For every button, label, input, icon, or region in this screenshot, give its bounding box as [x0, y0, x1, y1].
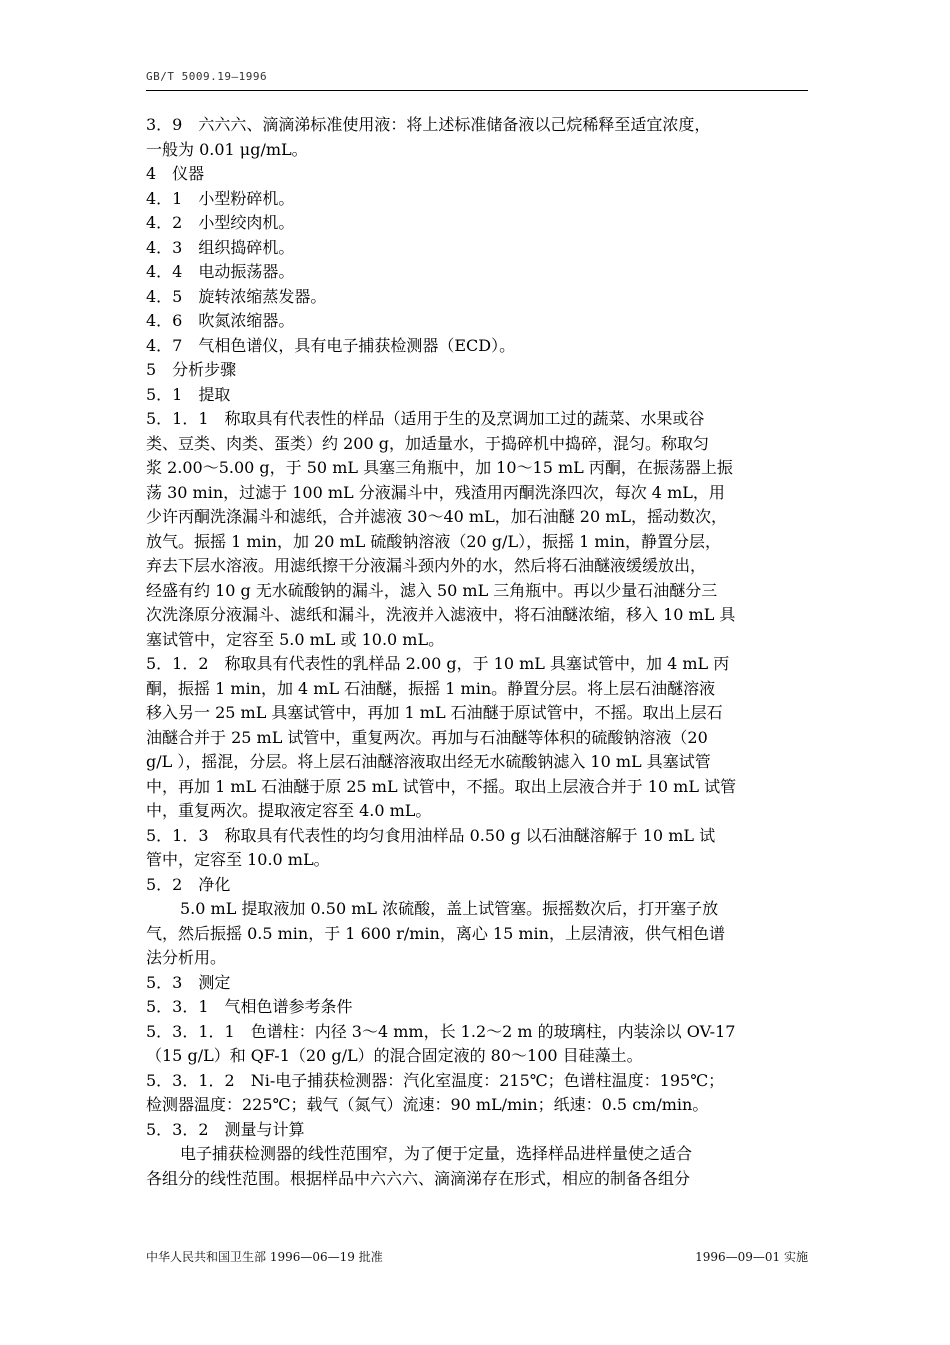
text-line: 次洗涤原分液漏斗、滤纸和漏斗，洗液并入滤液中，将石油醚浓缩，移入 10 mL 具 — [146, 605, 736, 624]
subsection-heading: 5．2 净化 — [146, 874, 231, 894]
text-line: 4．5 旋转浓缩蒸发器。 — [146, 286, 327, 306]
text-line: 3．9 六六六、滴滴涕标准使用液：将上述标准储备液以己烷稀释至适宜浓度， — [146, 115, 711, 134]
text-line: 放气。振摇 1 min，加 20 mL 硫酸钠溶液（20 g/L），振摇 1 min，静置分层， — [146, 531, 722, 551]
text-line: （15 g/L）和 QF-1（20 g/L）的混合固定液的 80～100 目硅藻土。 — [146, 1046, 643, 1065]
text-line: 检测器温度：225℃；载气（氮气）流速：90 mL/min；纸速：0.5 cm/min。 — [146, 1095, 709, 1114]
text-line: 5．3．1 气相色谱参考条件 — [146, 997, 353, 1016]
text-line: 管中，定容至 10.0 mL。 — [146, 850, 330, 869]
text-line: 4．3 组织捣碎机。 — [146, 237, 295, 257]
text-line: 4．4 电动振荡器。 — [146, 262, 295, 281]
text-line: 5．3．2 测量与计算 — [146, 1119, 305, 1139]
text-line: 5．3．1．2 Ni-电子捕获检测器：汽化室温度：215℃；色谱柱温度：195℃； — [146, 1070, 725, 1090]
text-line: 电子捕获检测器的线性范围窄，为了便于定量，选择样品进样量使之适合 — [180, 1144, 693, 1163]
text-line: 塞试管中，定容至 5.0 mL 或 10.0 mL。 — [146, 629, 445, 649]
text-line: 中，再加 1 mL 石油醚于原 25 mL 试管中，不摇。取出上层液合并于 10 mL 试管 — [146, 776, 737, 796]
subsection-heading: 5．3 测定 — [146, 972, 231, 992]
text-line: 4．1 小型粉碎机。 — [146, 188, 295, 208]
text-line: 中，重复两次。提取液定容至 4.0 mL。 — [146, 801, 432, 820]
text-line: g/L ），摇混，分层。将上层石油醚溶液取出经无水硫酸钠滤入 10 mL 具塞试管 — [146, 752, 711, 771]
text-line: 经盛有约 10 g 无水硫酸钠的漏斗，滤入 50 mL 三角瓶中。再以少量石油醚分三 — [146, 580, 718, 600]
text-line: 少许丙酮洗涤漏斗和滤纸，合并滤液 30～40 mL，加石油醚 20 mL，摇动数次， — [146, 507, 728, 526]
text-line: 法分析用。 — [146, 948, 227, 967]
document-body — [146, 113, 814, 1191]
subsection-heading: 5．1 提取 — [146, 384, 231, 404]
text-line: 酮，振摇 1 min，加 4 mL 石油醚，振摇 1 min。静置分层。将上层石油醚溶液 — [146, 678, 716, 698]
text-line: 5．1．3 称取具有代表性的均匀食用油样品 0.50 g 以石油醚溶解于 10 mL 试 — [146, 825, 716, 845]
text-line: 油醚合并于 25 mL 试管中，重复两次。再加与石油醚等体积的硫酸钠溶液（20 — [146, 727, 708, 747]
text-line: 弃去下层水溶液。用滤纸擦干分液漏斗颈内外的水，然后将石油醚液缓缓放出， — [146, 556, 707, 575]
section-heading: 4 仪器 — [146, 164, 205, 183]
text-line: 气，然后振摇 0.5 min，于 1 600 r/min，离心 15 min，上层清液，供气相色谱 — [146, 923, 725, 943]
text-line: 各组分的线性范围。根据样品中六六六、滴滴涕存在形式，相应的制备各组分 — [146, 1168, 691, 1188]
text-line: 4．6 吹氮浓缩器。 — [146, 311, 295, 330]
text-line: 5．1．2 称取具有代表性的乳样品 2.00 g，于 10 mL 具塞试管中，加 4 mL 丙 — [146, 654, 730, 673]
implementation-note: 1996—09—01 实施 — [695, 1250, 808, 1264]
approval-note: 中华人民共和国卫生部 1996—06—19 批准 — [146, 1250, 383, 1264]
section-heading: 5 分析步骤 — [146, 360, 237, 379]
text-line: 5．1．1 称取具有代表性的样品（适用于生的及烹调加工过的蔬菜、水果或谷 — [146, 409, 705, 428]
text-line: 一般为 0.01 μg/mL。 — [146, 139, 308, 159]
text-line: 荡 30 min，过滤于 100 mL 分液漏斗中，残渣用丙酮洗涤四次，每次 4 mL，用 — [146, 482, 725, 502]
text-line: 移入另一 25 mL 具塞试管中，再加 1 mL 石油醚于原试管中，不摇。取出上层石 — [146, 703, 723, 722]
text-line: 4．7 气相色谱仪，具有电子捕获检测器（ECD）。 — [146, 335, 516, 355]
text-line: 浆 2.00～5.00 g，于 50 mL 具塞三角瓶中，加 10～15 mL 丙酮，在振荡器上振 — [146, 458, 733, 477]
text-line: 类、豆类、肉类、蛋类）约 200 g，加适量水，于捣碎机中捣碎，混匀。称取匀 — [146, 433, 709, 453]
text-line: 5.0 mL 提取液加 0.50 mL 浓硫酸，盖上试管塞。振摇数次后，打开塞子放 — [180, 899, 719, 918]
text-line: 4．2 小型绞肉机。 — [146, 213, 295, 232]
standard-code: GB/T 5009.19—1996 — [146, 70, 268, 83]
page-header — [146, 68, 808, 91]
text-line: 5．3．1．1 色谱柱：内径 3～4 mm，长 1.2～2 m 的玻璃柱，内装涂以 OV-17 — [146, 1021, 736, 1041]
